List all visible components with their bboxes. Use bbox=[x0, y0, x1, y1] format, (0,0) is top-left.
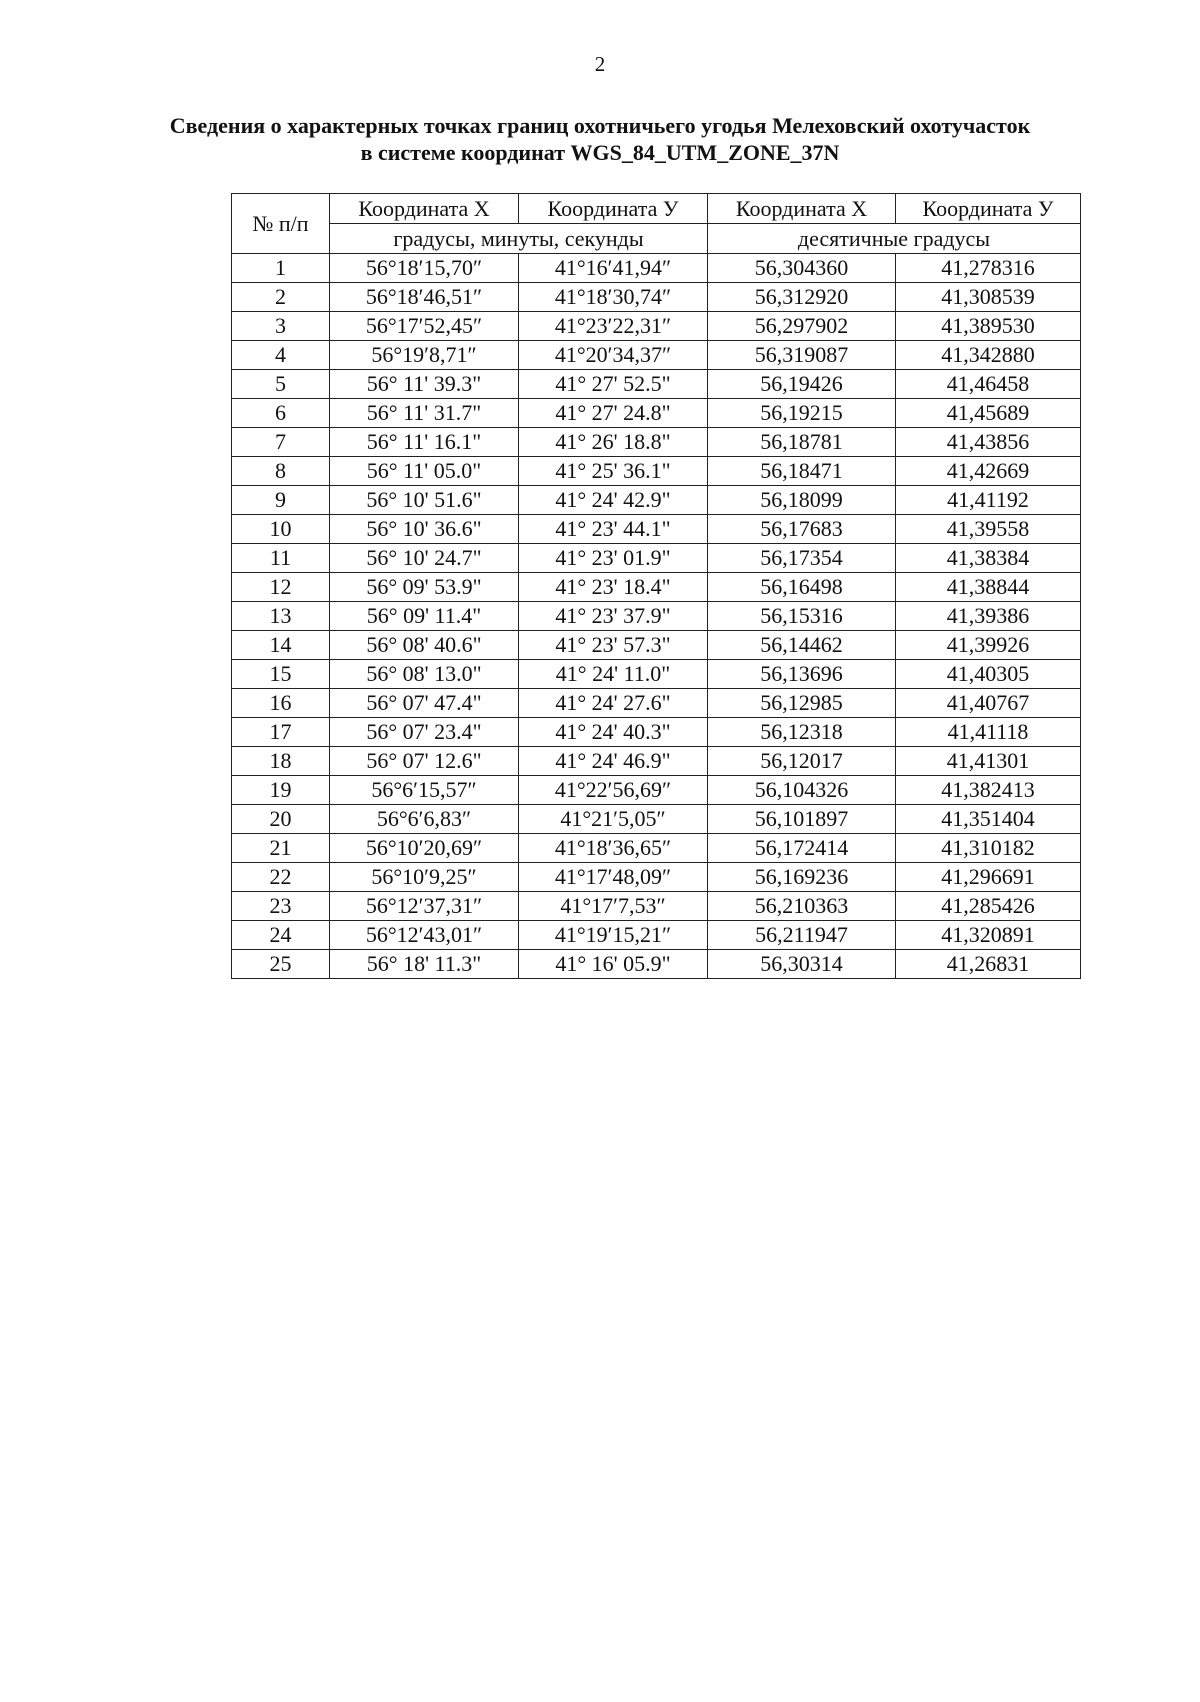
cell-coord-x-dec: 56,15316 bbox=[708, 602, 896, 631]
cell-coord-y-dms: 41°18′36,65″ bbox=[519, 834, 708, 863]
table-row bbox=[232, 747, 1081, 776]
table-row bbox=[232, 486, 1081, 515]
cell-point-number: 2 bbox=[232, 283, 330, 312]
cell-point-number: 18 bbox=[232, 747, 330, 776]
cell-coord-y-dec: 41,278316 bbox=[896, 254, 1081, 283]
cell-coord-y-dec: 41,320891 bbox=[896, 921, 1081, 950]
cell-coord-x-dms: 56°17′52,45″ bbox=[330, 312, 519, 341]
cell-coord-x-dec: 56,101897 bbox=[708, 805, 896, 834]
cell-coord-x-dms: 56°6′6,83″ bbox=[330, 805, 519, 834]
cell-coord-x-dms: 56° 08' 40.6" bbox=[330, 631, 519, 660]
cell-coord-y-dms: 41° 23' 37.9" bbox=[519, 602, 708, 631]
cell-coord-x-dec: 56,12985 bbox=[708, 689, 896, 718]
table-row bbox=[232, 689, 1081, 718]
cell-coord-x-dec: 56,18781 bbox=[708, 428, 896, 457]
cell-coord-x-dec: 56,172414 bbox=[708, 834, 896, 863]
cell-coord-y-dms: 41°18′30,74″ bbox=[519, 283, 708, 312]
cell-point-number: 4 bbox=[232, 341, 330, 370]
cell-point-number: 21 bbox=[232, 834, 330, 863]
cell-coord-y-dec: 41,26831 bbox=[896, 950, 1081, 979]
cell-coord-x-dms: 56°10′9,25″ bbox=[330, 863, 519, 892]
header-coord-y-dec: Координата У bbox=[896, 194, 1081, 224]
cell-coord-x-dms: 56° 11' 31.7" bbox=[330, 399, 519, 428]
cell-coord-y-dec: 41,40305 bbox=[896, 660, 1081, 689]
cell-coord-y-dec: 41,39558 bbox=[896, 515, 1081, 544]
cell-point-number: 17 bbox=[232, 718, 330, 747]
table-row bbox=[232, 863, 1081, 892]
cell-coord-y-dec: 41,46458 bbox=[896, 370, 1081, 399]
cell-coord-x-dec: 56,297902 bbox=[708, 312, 896, 341]
cell-coord-y-dms: 41° 16' 05.9" bbox=[519, 950, 708, 979]
document-title-line-2: в системе координат WGS_84_UTM_ZONE_37N bbox=[360, 140, 840, 165]
cell-coord-y-dec: 41,389530 bbox=[896, 312, 1081, 341]
cell-coord-y-dec: 41,41118 bbox=[896, 718, 1081, 747]
cell-coord-x-dec: 56,312920 bbox=[708, 283, 896, 312]
cell-coord-x-dec: 56,17354 bbox=[708, 544, 896, 573]
cell-coord-y-dec: 41,382413 bbox=[896, 776, 1081, 805]
cell-coord-y-dec: 41,38384 bbox=[896, 544, 1081, 573]
cell-coord-x-dms: 56° 10' 24.7" bbox=[330, 544, 519, 573]
cell-point-number: 10 bbox=[232, 515, 330, 544]
cell-point-number: 5 bbox=[232, 370, 330, 399]
cell-coord-y-dec: 41,351404 bbox=[896, 805, 1081, 834]
cell-coord-y-dms: 41°20′34,37″ bbox=[519, 341, 708, 370]
cell-coord-y-dec: 41,41192 bbox=[896, 486, 1081, 515]
cell-coord-x-dec: 56,12318 bbox=[708, 718, 896, 747]
table-row bbox=[232, 602, 1081, 631]
document-title-line-1: Сведения о характерных точках границ охотничьего угодья Мелеховский охотучасток bbox=[169, 113, 1031, 138]
cell-coord-x-dms: 56°12′43,01″ bbox=[330, 921, 519, 950]
cell-coord-x-dec: 56,17683 bbox=[708, 515, 896, 544]
table-row bbox=[232, 631, 1081, 660]
page-number: 2 bbox=[594, 52, 606, 76]
cell-coord-y-dms: 41° 23' 44.1" bbox=[519, 515, 708, 544]
header-coord-x-dec: Координата Х bbox=[708, 194, 896, 224]
table-row bbox=[232, 892, 1081, 921]
cell-coord-y-dms: 41°19′15,21″ bbox=[519, 921, 708, 950]
table-row bbox=[232, 312, 1081, 341]
table-row bbox=[232, 399, 1081, 428]
cell-point-number: 23 bbox=[232, 892, 330, 921]
cell-coord-y-dec: 41,285426 bbox=[896, 892, 1081, 921]
cell-coord-x-dec: 56,14462 bbox=[708, 631, 896, 660]
cell-coord-y-dec: 41,45689 bbox=[896, 399, 1081, 428]
cell-coord-y-dms: 41° 27' 24.8" bbox=[519, 399, 708, 428]
cell-coord-x-dms: 56°10′20,69″ bbox=[330, 834, 519, 863]
cell-coord-y-dms: 41°21′5,05″ bbox=[519, 805, 708, 834]
cell-coord-x-dec: 56,18099 bbox=[708, 486, 896, 515]
cell-coord-y-dms: 41° 24' 42.9" bbox=[519, 486, 708, 515]
header-dec-unit: десятичные градусы bbox=[708, 224, 1081, 254]
cell-coord-x-dms: 56° 08' 13.0" bbox=[330, 660, 519, 689]
cell-coord-x-dms: 56°18′15,70″ bbox=[330, 254, 519, 283]
cell-point-number: 22 bbox=[232, 863, 330, 892]
cell-point-number: 1 bbox=[232, 254, 330, 283]
cell-coord-y-dms: 41° 24' 27.6" bbox=[519, 689, 708, 718]
cell-point-number: 13 bbox=[232, 602, 330, 631]
cell-point-number: 19 bbox=[232, 776, 330, 805]
cell-point-number: 11 bbox=[232, 544, 330, 573]
cell-point-number: 8 bbox=[232, 457, 330, 486]
cell-coord-y-dec: 41,342880 bbox=[896, 341, 1081, 370]
cell-coord-x-dec: 56,304360 bbox=[708, 254, 896, 283]
cell-point-number: 20 bbox=[232, 805, 330, 834]
cell-coord-y-dms: 41°16′41,94″ bbox=[519, 254, 708, 283]
cell-coord-y-dec: 41,308539 bbox=[896, 283, 1081, 312]
header-coord-y-dms: Координата У bbox=[519, 194, 708, 224]
cell-coord-y-dms: 41° 27' 52.5" bbox=[519, 370, 708, 399]
cell-coord-y-dms: 41°23′22,31″ bbox=[519, 312, 708, 341]
cell-coord-y-dec: 41,296691 bbox=[896, 863, 1081, 892]
cell-coord-x-dms: 56° 11' 05.0" bbox=[330, 457, 519, 486]
cell-point-number: 12 bbox=[232, 573, 330, 602]
table-row bbox=[232, 283, 1081, 312]
cell-coord-x-dec: 56,211947 bbox=[708, 921, 896, 950]
table-row bbox=[232, 341, 1081, 370]
cell-point-number: 15 bbox=[232, 660, 330, 689]
cell-coord-y-dec: 41,39926 bbox=[896, 631, 1081, 660]
table-row bbox=[232, 776, 1081, 805]
cell-coord-x-dec: 56,18471 bbox=[708, 457, 896, 486]
cell-point-number: 6 bbox=[232, 399, 330, 428]
coordinates-table-header bbox=[232, 194, 1081, 254]
cell-coord-y-dec: 41,40767 bbox=[896, 689, 1081, 718]
cell-coord-y-dms: 41° 24' 40.3" bbox=[519, 718, 708, 747]
coordinates-table bbox=[231, 193, 1081, 979]
cell-coord-x-dms: 56° 07' 23.4" bbox=[330, 718, 519, 747]
cell-point-number: 9 bbox=[232, 486, 330, 515]
cell-coord-y-dms: 41° 24' 11.0" bbox=[519, 660, 708, 689]
cell-point-number: 14 bbox=[232, 631, 330, 660]
cell-coord-y-dec: 41,310182 bbox=[896, 834, 1081, 863]
cell-coord-y-dms: 41° 26' 18.8" bbox=[519, 428, 708, 457]
cell-point-number: 25 bbox=[232, 950, 330, 979]
table-row bbox=[232, 660, 1081, 689]
cell-coord-x-dec: 56,30314 bbox=[708, 950, 896, 979]
cell-point-number: 24 bbox=[232, 921, 330, 950]
cell-coord-x-dms: 56° 10' 36.6" bbox=[330, 515, 519, 544]
cell-coord-y-dec: 41,39386 bbox=[896, 602, 1081, 631]
header-dms-unit: градусы, минуты, секунды bbox=[330, 224, 708, 254]
cell-coord-x-dms: 56° 09' 11.4" bbox=[330, 602, 519, 631]
cell-coord-x-dms: 56° 11' 39.3" bbox=[330, 370, 519, 399]
cell-coord-x-dec: 56,104326 bbox=[708, 776, 896, 805]
cell-coord-y-dms: 41°17′7,53″ bbox=[519, 892, 708, 921]
table-row bbox=[232, 950, 1081, 979]
cell-coord-x-dec: 56,16498 bbox=[708, 573, 896, 602]
table-row bbox=[232, 834, 1081, 863]
table-row bbox=[232, 573, 1081, 602]
table-row bbox=[232, 921, 1081, 950]
cell-coord-x-dms: 56°18′46,51″ bbox=[330, 283, 519, 312]
cell-coord-y-dec: 41,43856 bbox=[896, 428, 1081, 457]
cell-coord-x-dms: 56°19′8,71″ bbox=[330, 341, 519, 370]
cell-coord-x-dec: 56,19215 bbox=[708, 399, 896, 428]
table-row bbox=[232, 428, 1081, 457]
table-row bbox=[232, 515, 1081, 544]
table-row bbox=[232, 805, 1081, 834]
cell-coord-x-dec: 56,13696 bbox=[708, 660, 896, 689]
document-title bbox=[0, 112, 1200, 166]
cell-coord-x-dms: 56°6′15,57″ bbox=[330, 776, 519, 805]
cell-coord-y-dms: 41° 23' 57.3" bbox=[519, 631, 708, 660]
cell-coord-x-dms: 56° 09' 53.9" bbox=[330, 573, 519, 602]
cell-coord-y-dms: 41° 23' 18.4" bbox=[519, 573, 708, 602]
cell-coord-x-dms: 56° 10' 51.6" bbox=[330, 486, 519, 515]
table-row bbox=[232, 370, 1081, 399]
cell-coord-y-dms: 41° 23' 01.9" bbox=[519, 544, 708, 573]
cell-coord-y-dms: 41°17′48,09″ bbox=[519, 863, 708, 892]
cell-coord-x-dms: 56°12′37,31″ bbox=[330, 892, 519, 921]
table-row bbox=[232, 718, 1081, 747]
cell-coord-y-dec: 41,38844 bbox=[896, 573, 1081, 602]
cell-coord-x-dec: 56,19426 bbox=[708, 370, 896, 399]
cell-coord-x-dec: 56,210363 bbox=[708, 892, 896, 921]
cell-coord-y-dms: 41°22′56,69″ bbox=[519, 776, 708, 805]
table-row bbox=[232, 457, 1081, 486]
cell-coord-x-dec: 56,169236 bbox=[708, 863, 896, 892]
coordinates-table-body bbox=[232, 254, 1081, 979]
cell-coord-x-dec: 56,319087 bbox=[708, 341, 896, 370]
cell-coord-x-dms: 56° 18' 11.3" bbox=[330, 950, 519, 979]
header-coord-x-dms: Координата Х bbox=[330, 194, 519, 224]
cell-coord-x-dms: 56° 07' 47.4" bbox=[330, 689, 519, 718]
cell-coord-x-dms: 56° 07' 12.6" bbox=[330, 747, 519, 776]
table-row bbox=[232, 254, 1081, 283]
cell-coord-x-dec: 56,12017 bbox=[708, 747, 896, 776]
cell-point-number: 16 bbox=[232, 689, 330, 718]
header-number: № п/п bbox=[232, 194, 330, 254]
cell-coord-x-dms: 56° 11' 16.1" bbox=[330, 428, 519, 457]
cell-coord-y-dms: 41° 24' 46.9" bbox=[519, 747, 708, 776]
cell-coord-y-dms: 41° 25' 36.1" bbox=[519, 457, 708, 486]
cell-coord-y-dec: 41,42669 bbox=[896, 457, 1081, 486]
cell-point-number: 3 bbox=[232, 312, 330, 341]
cell-point-number: 7 bbox=[232, 428, 330, 457]
table-row bbox=[232, 544, 1081, 573]
cell-coord-y-dec: 41,41301 bbox=[896, 747, 1081, 776]
